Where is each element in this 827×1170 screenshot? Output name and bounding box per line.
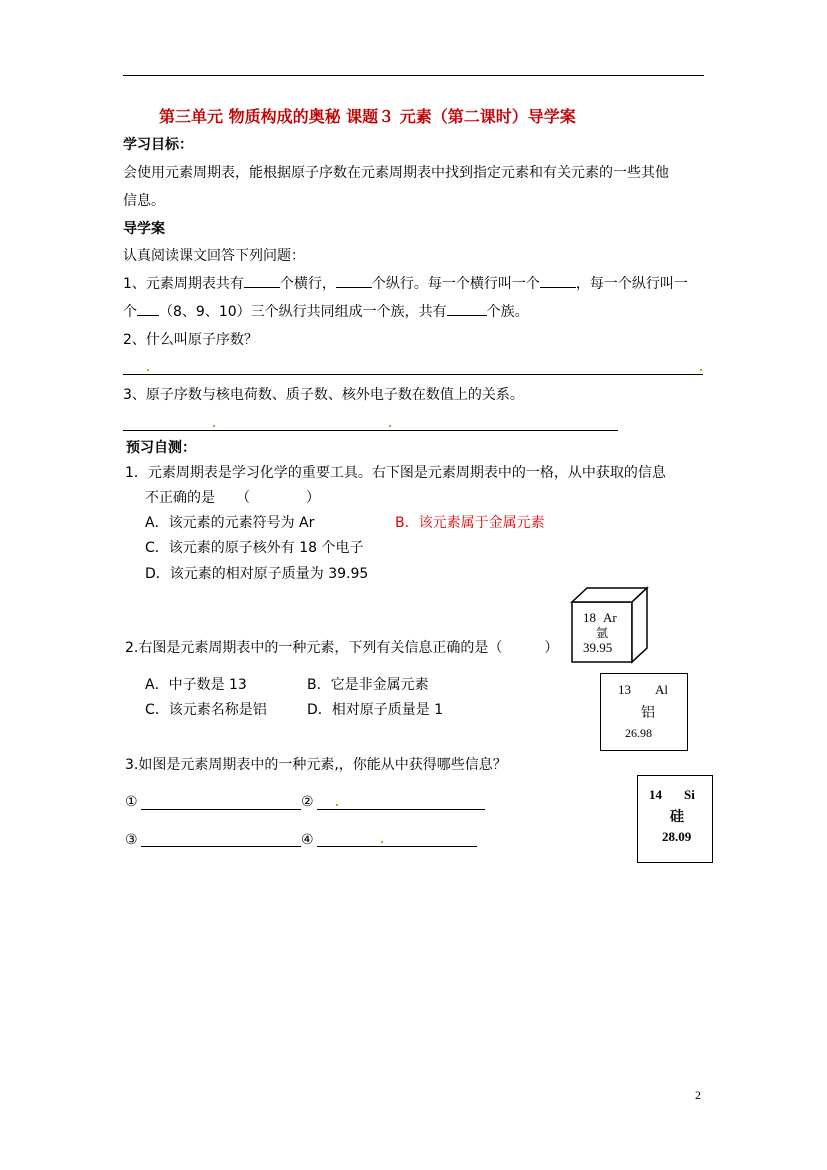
goals-heading: 学习目标：	[123, 137, 193, 153]
stray-dot	[389, 425, 391, 427]
q1-text-e: 个	[123, 304, 137, 320]
page-number: 2	[695, 1088, 701, 1102]
si-cell-number: 14	[649, 787, 662, 802]
ar-cell-number: 18	[583, 610, 596, 625]
question-3: 3、原子序数与核电荷数、质子数、核外电子数在数值上的关系。	[123, 387, 524, 403]
self-test-2-option-c[interactable]: C．该元素名称是铝	[145, 702, 267, 718]
stray-dot	[213, 425, 215, 427]
al-cell-name: 铝	[641, 705, 655, 721]
answer-mark-3: ③	[125, 832, 138, 848]
self-test-2-option-b[interactable]: B．它是非金属元素	[307, 677, 429, 693]
q1-blank-family[interactable]	[137, 301, 159, 316]
answer-mark-1: ①	[125, 794, 138, 810]
q1-text-c: 个纵行。每一个横行叫一个	[371, 276, 540, 292]
stray-dot	[700, 369, 702, 371]
page-title: 第三单元 物质构成的奥秘 课题３ 元素（第二课时）导学案	[159, 107, 576, 126]
q1-blank-group-count[interactable]	[447, 301, 487, 316]
question-2: 2、什么叫原子序数？	[123, 332, 258, 348]
si-cell-mass: 28.09	[662, 829, 692, 844]
q1-text-b: 个横行，	[279, 276, 336, 292]
guide-heading: 导学案	[123, 221, 165, 237]
q1-text-d: ，每一个纵行叫一	[575, 276, 688, 292]
goals-text-line-2: 信息。	[123, 193, 165, 209]
answer-line-1[interactable]	[141, 809, 301, 810]
answer-line-3[interactable]	[141, 846, 301, 847]
ar-cell-symbol: Ar	[603, 610, 617, 625]
q3-answer-line[interactable]	[123, 430, 618, 431]
self-test-2-question: 2.右图是元素周期表中的一种元素，下列有关信息正确的是（ ）	[125, 640, 559, 656]
self-test-1-option-a[interactable]: A．该元素的元素符号为 Ar	[145, 515, 315, 531]
self-test-1-option-c[interactable]: C．该元素的原子核外有 18 个电子	[145, 540, 364, 556]
self-test-1-option-d[interactable]: D．该元素的相对原子质量为 39.95	[145, 566, 369, 582]
goals-text-line-1: 会使用元素周期表，能根据原子序数在元素周期表中找到指定元素和有关元素的一些其他	[123, 165, 669, 181]
q1-blank-period[interactable]	[540, 273, 576, 288]
q1-text-g: 个族。	[486, 304, 529, 320]
ar-cell-name: 氩	[596, 626, 609, 640]
q1-text-a: 1、元素周期表共有	[123, 276, 244, 292]
self-test-1-line-2: 不正确的是 （ ）	[145, 490, 320, 506]
ar-cell-mass: 39.95	[583, 640, 613, 655]
answer-line-4[interactable]	[317, 846, 477, 847]
stray-dot	[381, 841, 383, 843]
q1-blank-rows[interactable]	[244, 273, 280, 288]
stray-dot	[147, 369, 149, 371]
q1-blank-columns[interactable]	[336, 273, 372, 288]
si-cell-symbol: Si	[684, 787, 695, 802]
si-cell-name: 硅	[670, 809, 684, 825]
question-1-line-2	[123, 301, 529, 322]
self-test-1-option-b[interactable]: B．该元素属于金属元素	[395, 515, 545, 531]
al-cell-symbol: Al	[655, 682, 668, 697]
guide-intro: 认真阅读课文回答下列问题：	[123, 248, 305, 264]
answer-line-2[interactable]	[317, 809, 485, 810]
al-cell-mass: 26.98	[625, 726, 652, 740]
al-cell-number: 13	[618, 682, 631, 697]
stray-dot	[336, 804, 338, 806]
self-test-heading: 预习自测：	[126, 440, 196, 456]
self-test-2-option-d[interactable]: D．相对原子质量是 1	[307, 702, 444, 718]
self-test-2-option-a[interactable]: A．中子数是 13	[145, 677, 247, 693]
header-rule	[123, 75, 704, 76]
question-1-line-1	[123, 273, 688, 294]
q2-answer-line[interactable]	[123, 374, 703, 375]
answer-mark-2: ②	[301, 794, 314, 810]
answer-mark-4: ④	[301, 832, 314, 848]
self-test-3-question: 3.如图是元素周期表中的一种元素,，你能从中获得哪些信息？	[125, 757, 507, 773]
self-test-1-line-1: 1．元素周期表是学习化学的重要工具。右下图是元素周期表中的一格，从中获取的信息	[125, 465, 666, 481]
q1-text-f: （8、9、10）三个纵行共同组成一个族，共有	[159, 304, 447, 320]
